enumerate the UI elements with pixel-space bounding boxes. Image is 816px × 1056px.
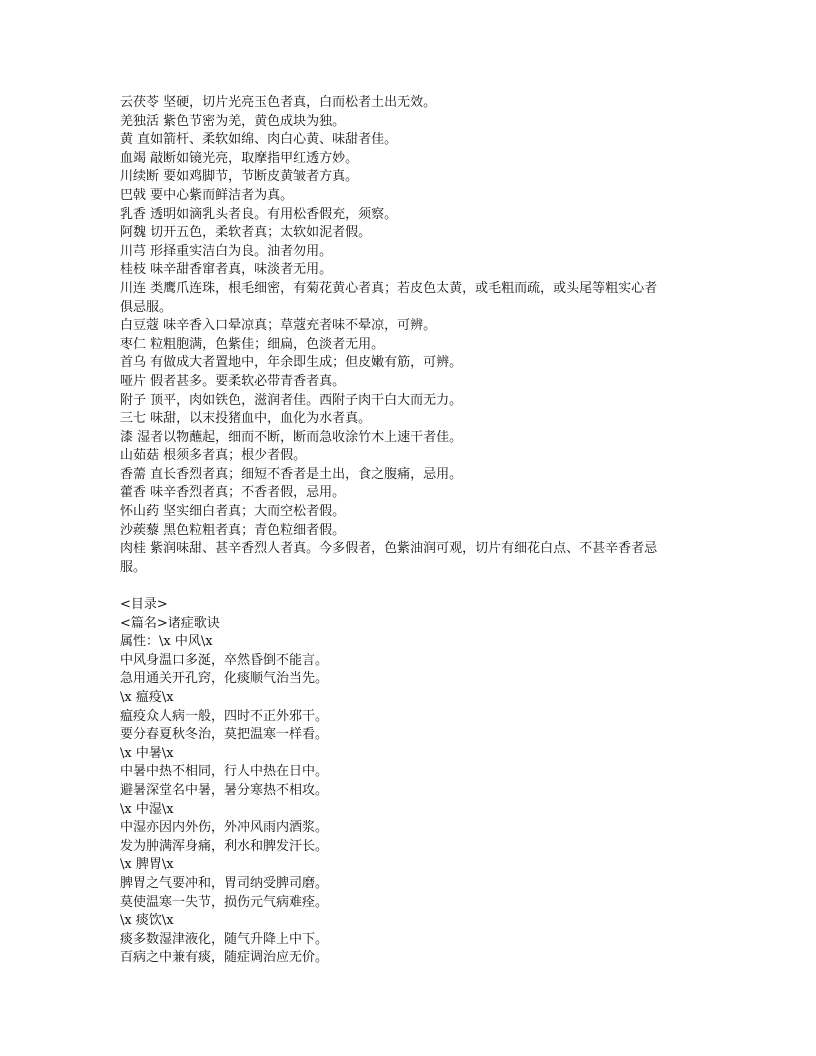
document-page (120, 94, 660, 968)
verse-line: 莫使温寒一失节，损伤元气病难痊。 (120, 894, 329, 910)
herb-entry-chuanlian: 川连 类鹰爪连珠，根毛细密，有菊花黄心者真；若皮色太黄，或毛粗而疏，或头尾等粗实心者俱忌服。 (120, 280, 658, 315)
verse-line: 中暑中热不相同，行人中热在日中。 (120, 764, 329, 780)
section-heading: \x 痰饮\x (120, 913, 174, 929)
verse-line: 中风身温口多涎，卒然昏倒不能言。 (120, 652, 329, 668)
herb-entry-guizhi: 桂枝 味辛甜香窜者真，味淡者无用。 (120, 262, 333, 278)
herb-entry-qi: 漆 湿者以物蘸起，细而不断，断而急收涂竹木上速干者佳。 (120, 429, 463, 445)
section-heading: \x 脾胃\x (120, 857, 174, 873)
verse-line: 瘟疫众人病一般，四时不正外邪干。 (120, 708, 329, 724)
herb-entry-huoxiang: 藿香 味辛香烈者真；不香者假，忌用。 (120, 485, 346, 501)
herb-entry-xiangru: 香薷 直长香烈者真；细短不香者是土出，食之腹痛，忌用。 (120, 466, 463, 482)
section-heading: \x 瘟疫\x (120, 690, 174, 705)
herb-entry-shanrugu: 山茹菇 根须多者真；根少者假。 (120, 448, 307, 464)
section-spacer (120, 577, 660, 596)
herb-entry-ruxiang: 乳香 透明如滴乳头者良。有用松香假充，须察。 (120, 206, 398, 222)
herb-entry-baji: 巴戟 要中心紫而鲜洁者为真。 (120, 187, 294, 203)
herb-entry-xuduan: 川续断 要如鸡脚节，节断皮黄皱者方真。 (120, 169, 359, 185)
herb-entry-qiang-duhuo: 羌独活 紫色节密为羌，黄色成块为独。 (120, 113, 346, 129)
verse-line: 百病之中兼有痰，随症调治应无价。 (120, 950, 329, 966)
chapter-title: <篇名>诸症歌诀 (120, 615, 220, 631)
herb-entry-xuejie: 血竭 敲断如镜光亮，取摩指甲红透方妙。 (120, 150, 359, 166)
verse-line: 发为肿满浑身痛，利水和脾发汗长。 (120, 838, 329, 854)
verse-line: 痰多数湿津液化，随气升降上中下。 (120, 931, 329, 947)
section-heading: \x 中暑\x (120, 745, 174, 761)
herb-entry-awei: 阿魏 切开五色，柔软者真；太软如泥者假。 (120, 225, 372, 241)
verse-line: 中湿亦因内外伤，外冲风雨内酒浆。 (120, 820, 329, 836)
verse-line: 要分春夏秋冬治，莫把温寒一样看。 (120, 727, 329, 743)
herb-entries (120, 94, 660, 577)
herb-entry-shajili: 沙蒺藜 黑色粒粗者真；青色粒细者假。 (120, 522, 346, 538)
verse-line: 急用通关开孔窍，化痰顺气治当先。 (120, 671, 329, 687)
section-heading: \x 中湿\x (120, 801, 174, 817)
herb-entry-fuzi: 附子 顶平，肉如铁色，滋润者佳。西附子肉干白大而无力。 (120, 392, 463, 408)
herb-entry-shouwu: 首乌 有做成大者置地中，年余即生成；但皮嫩有筋，可辨。 (120, 355, 463, 371)
herb-entry-sanqi: 三七 味甜，以末投猪血中，血化为水者真。 (120, 411, 372, 427)
herb-entry-zaoren: 枣仁 粒粗胞满，色紫佳；细扁，色淡者无用。 (120, 336, 385, 352)
verse-line: 脾胃之气要冲和，胃司纳受脾司磨。 (120, 875, 329, 891)
herb-entry-rougui: 肉桂 紫润味甜、甚辛香烈人者真。今多假者，色紫油润可观，切片有细花白点、不甚辛香者忌服。 (120, 541, 658, 575)
verse-line: 避暑深堂名中暑，暑分寒热不相攻。 (120, 782, 329, 798)
herb-entry-huaishanyao: 怀山药 坚实细白者真；大而空松者假。 (120, 504, 346, 520)
herb-entry-chuanxiong: 川芎 形择重实洁白为良。油者勿用。 (120, 243, 333, 259)
herb-entry-yapian: 哑片 假者甚多。要柔软必带青香者真。 (120, 373, 346, 389)
verse-list (120, 652, 660, 968)
herb-entry-baidoukou: 白豆蔻 味辛香入口晕凉真；草蔻充者味不晕凉，可辨。 (120, 318, 437, 334)
herb-entry-fuling: 云茯苓 坚硬，切片光亮玉色者真，白而松者土出无效。 (120, 95, 437, 110)
attribute-line: 属性：\x 中风\x (120, 634, 213, 650)
toc-label: <目录> (120, 597, 168, 613)
herb-entry-huang: 黄 直如箭杆、柔软如绵、肉白心黄、味甜者佳。 (120, 132, 398, 148)
